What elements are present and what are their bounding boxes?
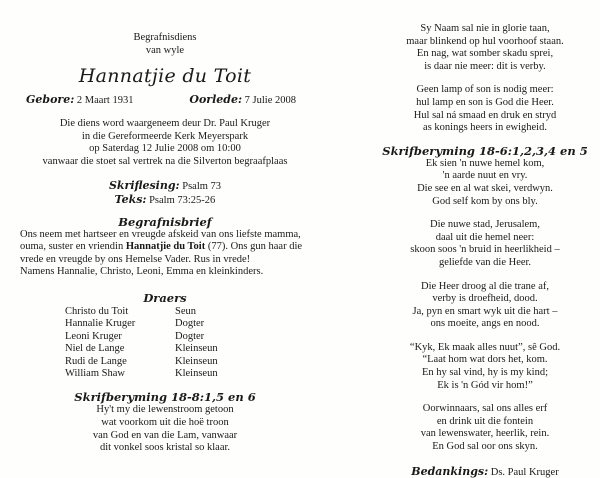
hymn1-title: Skrifberyming 18-8:1,5 en 6 bbox=[74, 390, 256, 405]
letter-signoff: Namens Hannalie, Christo, Leoni, Emma en kleinkinders. bbox=[20, 266, 264, 278]
service-line: Die diens word waargeneem deur Dr. Paul Kruger bbox=[59, 118, 271, 130]
header-line-2: van wyle bbox=[145, 44, 185, 56]
header-line-1: Begrafnisdiens bbox=[133, 32, 197, 43]
bearers-list bbox=[65, 306, 310, 380]
left-page bbox=[20, 32, 310, 455]
letter-title: Begrafnisbrief bbox=[118, 214, 212, 229]
verse-line: Die Heer droog al die trane af, bbox=[421, 280, 549, 292]
born-date bbox=[26, 93, 133, 106]
reading-label: Skriflesing: bbox=[108, 178, 180, 192]
bearer-relation: Kleinseun bbox=[175, 355, 218, 367]
letter-name: Hannatjie du Toit bbox=[125, 241, 206, 253]
hymn2-title: Skrifberyming 18-6:1,2,3,4 en 5 bbox=[382, 143, 588, 158]
bearer-row bbox=[65, 306, 310, 318]
verse-line: En God sal oor ons skyn. bbox=[432, 441, 538, 453]
born-value: 2 Maart 1931 bbox=[76, 95, 134, 107]
died-label: Oorlede: bbox=[189, 93, 243, 107]
hymn1-verse-continued bbox=[375, 84, 595, 134]
hymn2-verse bbox=[375, 219, 595, 269]
verse-line: wat voorkom uit die hoë troon bbox=[101, 416, 229, 428]
verse-line: van God en van die Lam, vanwaar bbox=[92, 429, 238, 441]
verse-line: is daar nie meer: dit is verby. bbox=[424, 60, 546, 72]
service-details bbox=[20, 118, 310, 168]
service-line: vanwaar die stoet sal vertrek na die Silverton begraafplaas bbox=[42, 155, 288, 167]
hymn1-verse bbox=[20, 404, 310, 454]
hymn1-verse-continued bbox=[375, 23, 595, 73]
thanks-label: Bedankings: bbox=[411, 464, 489, 478]
service-line: in die Gereformeerde Kerk Meyerspark bbox=[81, 130, 249, 142]
verse-line: daal uit die hemel neer: bbox=[435, 231, 535, 243]
bearers-title: Draers bbox=[143, 290, 187, 305]
verse-line: En nag, wat somber skadu sprei, bbox=[416, 48, 554, 60]
text-value: Psalm 73:25-26 bbox=[149, 194, 216, 206]
born-label: Gebore: bbox=[26, 93, 75, 107]
bearer-name: William Shaw bbox=[65, 367, 125, 379]
hymn2-verse bbox=[375, 342, 595, 392]
bearer-row bbox=[65, 318, 310, 330]
verse-line: “Laat hom wat dors het, kom. bbox=[422, 354, 548, 366]
verse-line: skoon soos 'n bruid in heerlikheid – bbox=[410, 244, 560, 256]
scripture-reading bbox=[20, 179, 310, 193]
bearer-relation: Dogter bbox=[175, 330, 205, 342]
reading-value: Psalm 73 bbox=[182, 180, 222, 192]
hymn2-verse bbox=[375, 158, 595, 208]
acknowledgements bbox=[375, 465, 595, 478]
bearer-row bbox=[65, 343, 310, 355]
bearer-name: Niel de Lange bbox=[65, 343, 125, 355]
thanks-value: Ds. Paul Kruger bbox=[490, 466, 559, 478]
bearer-name: Hannalie Kruger bbox=[65, 318, 136, 330]
verse-line: hul lamp en son is God die Heer. bbox=[416, 96, 554, 108]
verse-line: Sy Naam sal nie in glorie taan, bbox=[420, 23, 550, 34]
verse-line: Hy't my die lewenstroom getoon bbox=[96, 404, 234, 416]
bearer-relation: Dogter bbox=[175, 318, 205, 330]
sermon-text bbox=[20, 193, 310, 207]
bearer-row bbox=[65, 368, 310, 380]
verse-line: Ek sien 'n nuwe hemel kom, bbox=[425, 157, 545, 169]
service-line: op Saterdag 12 Julie 2008 om 10:00 bbox=[89, 143, 241, 155]
bearer-row bbox=[65, 356, 310, 368]
verse-line: Die see en al wat skei, verdwyn. bbox=[417, 182, 553, 194]
verse-line: dit vonkel soos kristal so klaar. bbox=[99, 442, 231, 454]
bearer-relation: Kleinseun bbox=[175, 367, 218, 379]
bearer-row bbox=[65, 331, 310, 343]
verse-line: en drink uit die fontein bbox=[436, 415, 534, 427]
verse-line: maar blinkend op hul voorhoof staan. bbox=[406, 35, 564, 47]
text-label: Teks: bbox=[114, 192, 147, 206]
died-value: 7 Julie 2008 bbox=[244, 95, 296, 107]
funeral-letter bbox=[20, 229, 310, 279]
verse-line: Ek is 'n Gód vir hom!” bbox=[437, 379, 533, 391]
dates-row bbox=[20, 93, 310, 106]
bearer-relation: Seun bbox=[175, 305, 196, 317]
verse-line: Hul sal ná smaad en druk en stryd bbox=[413, 109, 557, 121]
verse-line: Die nuwe stad, Jerusalem, bbox=[430, 219, 540, 231]
right-page bbox=[375, 23, 595, 478]
verse-line: geliefde van die Heer. bbox=[438, 256, 532, 268]
letter-text: (77). Ons gun haar die vrede en vreugde by ons Hemelse Vader. Rus in vrede! bbox=[20, 241, 303, 265]
verse-line: ons moeite, angs en nood. bbox=[430, 318, 540, 330]
bearer-relation: Kleinseun bbox=[175, 343, 218, 355]
bearer-name: Leoni Kruger bbox=[65, 330, 122, 342]
letter-text: Ons neem met hartseer en vreugde afskeid van ons liefste mamma, ouma, suster en vriendin bbox=[20, 228, 301, 253]
deceased-name: Hannatjie du Toit bbox=[78, 65, 252, 88]
verse-line: Geen lamp of son is nodig meer: bbox=[416, 84, 554, 96]
readings bbox=[20, 179, 310, 207]
bearer-name: Christo du Toit bbox=[65, 305, 129, 317]
verse-line: as konings heers in ewigheid. bbox=[423, 122, 547, 134]
verse-line: “Kyk, Ek maak alles nuut”, sê God. bbox=[409, 341, 561, 353]
verse-line: van lewenswater, heerlik, rein. bbox=[420, 428, 550, 440]
verse-line: Oorwinnaars, sal ons alles erf bbox=[422, 403, 548, 415]
verse-line: verby is droefheid, dood. bbox=[432, 293, 538, 305]
hymn2-verse bbox=[375, 403, 595, 453]
died-date bbox=[189, 93, 296, 106]
verse-line: 'n aarde nuut en vry. bbox=[442, 170, 528, 182]
verse-line: En hy sal vind, hy is my kind; bbox=[422, 367, 548, 379]
hymn2-verse bbox=[375, 281, 595, 331]
verse-line: Ja, pyn en smart wyk uit die hart – bbox=[412, 305, 558, 317]
verse-line: God self kom by ons bly. bbox=[432, 195, 538, 207]
bearer-name: Rudi de Lange bbox=[65, 355, 127, 367]
